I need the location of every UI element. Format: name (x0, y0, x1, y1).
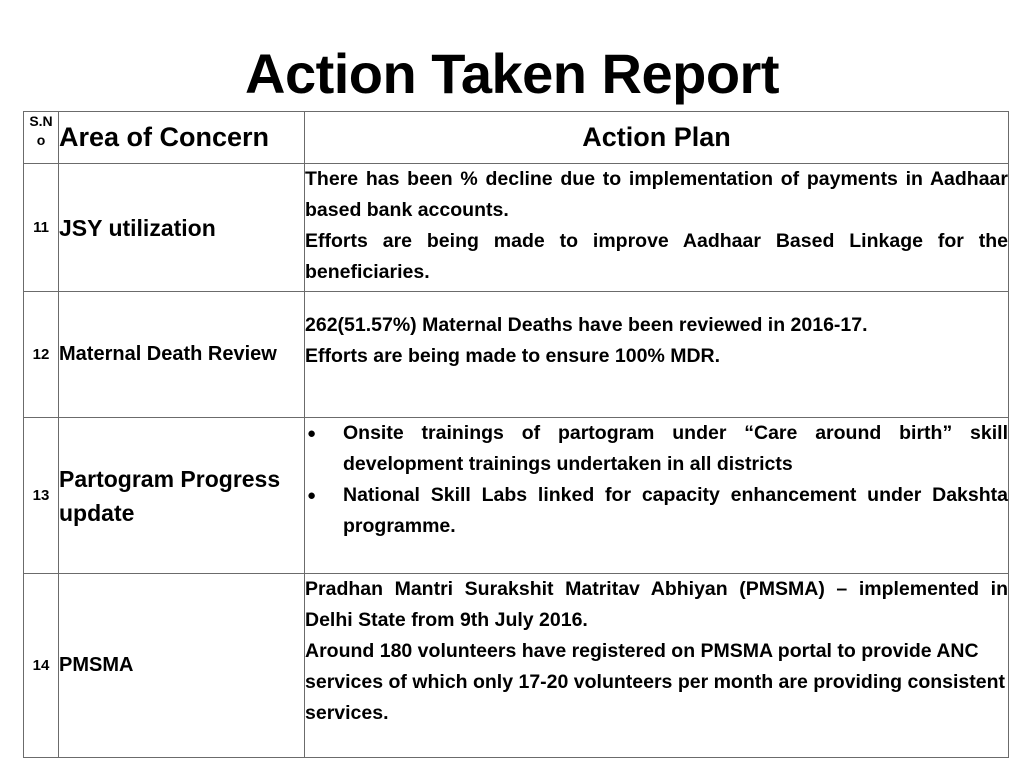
row-area: JSY utilization (59, 164, 305, 292)
table-row (24, 418, 1009, 574)
header-sno (24, 112, 59, 164)
plan-paragraph: Around 180 volunteers have registered on PMSMA portal to provide ANC services of which only 17-20 volunteers per month are providing consistent services. (305, 640, 1006, 724)
row-sno: 13 (24, 418, 59, 574)
bullet-icon: ● (307, 425, 317, 442)
row-action-plan (305, 418, 1009, 574)
row-area: Partogram Progress update (59, 418, 305, 574)
header-area-of-concern: Area of Concern (59, 112, 305, 164)
list-item (305, 418, 1008, 480)
row-sno: 12 (24, 292, 59, 418)
row-area: PMSMA (59, 574, 305, 758)
plan-paragraph: Efforts are being made to ensure 100% MDR. (305, 345, 721, 367)
row-sno: 14 (24, 574, 59, 758)
plan-paragraph: There has been % decline due to implementation of payments in Aadhaar based bank accounts. (305, 168, 1008, 221)
bullet-icon: ● (307, 487, 317, 504)
plan-paragraph: Efforts are being made to improve Aadhaar Based Linkage for the beneficiaries. (305, 230, 1008, 283)
row-sno: 11 (24, 164, 59, 292)
table-header-row (24, 112, 1009, 164)
table-row (24, 574, 1009, 758)
plan-paragraph: 262(51.57%) Maternal Deaths have been reviewed in 2016-17. (305, 314, 868, 336)
plan-bullet-list (305, 418, 1008, 542)
list-item (305, 480, 1008, 542)
action-taken-table (23, 111, 1009, 758)
bullet-text: National Skill Labs linked for capacity enhancement under Dakshta programme. (343, 484, 1008, 537)
row-action-plan (305, 164, 1009, 292)
page-title: Action Taken Report (245, 42, 779, 105)
bullet-text: Onsite trainings of partogram under “Care around birth” skill development trainings undertaken in all districts (343, 422, 1008, 475)
plan-paragraph: Pradhan Mantri Surakshit Matritav Abhiyan (PMSMA) – implemented in Delhi State from 9th July 2016. (305, 578, 1008, 631)
table-row (24, 292, 1009, 418)
table-row (24, 164, 1009, 292)
header-action-plan: Action Plan (305, 112, 1009, 164)
header-sno-label: S.No (29, 113, 53, 148)
row-area: Maternal Death Review (59, 292, 305, 418)
row-action-plan (305, 292, 1009, 418)
row-action-plan (305, 574, 1009, 758)
